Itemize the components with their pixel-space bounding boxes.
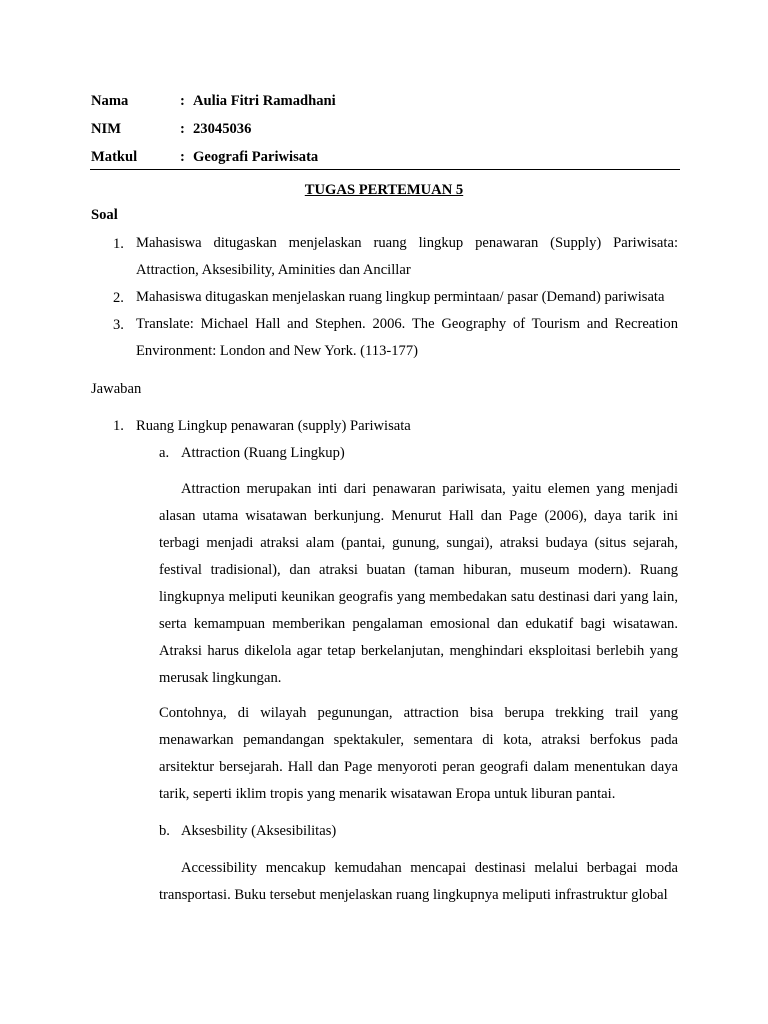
soal-item-2: Mahasiswa ditugaskan menjelaskan ruang lingkup permintaan/ pasar (Demand) pariwisata: [136, 289, 665, 305]
jawaban-heading: Jawaban: [91, 381, 142, 397]
soal-item-number: 2.: [113, 290, 124, 306]
section-title-supply: Ruang Lingkup penawaran (supply) Pariwisata: [136, 418, 411, 434]
header-label: NIM: [91, 121, 121, 137]
paragraph-accessibility-1: Accessibility mencakup kemudahan mencapai destinasi melalui berbagai moda transportasi. Buku tersebut menjelaskan ruang lingkupnya meliputi infrastruktur global: [159, 860, 678, 903]
header-divider: [90, 169, 680, 170]
header-value-nim: 23045036: [193, 121, 252, 137]
header-value-course: Geografi Pariwisata: [193, 149, 319, 165]
soal-item-3: Translate: Michael Hall and Stephen. 2006. The Geography of Tourism and Recreation Environment: London and New York. (113-177): [136, 316, 678, 359]
paragraph-attraction-1: Attraction merupakan inti dari penawaran pariwisata, yaitu elemen yang menjadi alasan utama wisatawan berkunjung. Menurut Hall dan Page (2006), daya tarik ini terbagi menjadi atraksi alam (pantai, gunung, sungai), atraksi budaya (situs sejarah, festival tradisional), dan atraksi buatan (taman hiburan, museum modern). Ruang lingkupnya meliputi keunikan geografis yang membedakan satu destinasi dari yang lain, serta kemampuan memberikan pengalaman emosional dan edukatif bagi wisatawan. Atraksi harus dikelola agar tetap berkelanjutan, menghindari eksploitasi berlebih yang merusak lingkungan.: [159, 481, 678, 686]
soal-item-number: 3.: [113, 317, 124, 333]
subsection-title-accessibility: Aksesbility (Aksesibilitas): [181, 823, 337, 839]
header-colon: :: [180, 149, 185, 165]
header-label: Matkul: [91, 149, 138, 165]
subsection-title-attraction: Attraction (Ruang Lingkup): [181, 445, 345, 461]
header-label: Nama: [91, 93, 129, 109]
section-number: 1.: [113, 418, 124, 434]
subsection-letter: b.: [159, 823, 170, 839]
soal-heading: Soal: [91, 207, 118, 223]
header-colon: :: [180, 121, 185, 137]
header-value-name: Aulia Fitri Ramadhani: [193, 93, 336, 109]
document-title: TUGAS PERTEMUAN 5: [304, 182, 464, 198]
soal-item-number: 1.: [113, 236, 124, 252]
header-colon: :: [180, 93, 185, 109]
paragraph-attraction-2: Contohnya, di wilayah pegunungan, attraction bisa berupa trekking trail yang menawarkan pemandangan spektakuler, sementara di kota, atraksi berfokus pada arsitektur bersejarah. Hall dan Page menyoroti peran geografi dalam menentukan daya tarik, seperti iklim tropis yang menarik wisatawan Eropa untuk liburan pantai.: [159, 705, 678, 802]
soal-item-1: Mahasiswa ditugaskan menjelaskan ruang lingkup penawaran (Supply) Pariwisata: Attraction, Aksesibility, Aminities dan Ancillar: [136, 235, 678, 278]
subsection-letter: a.: [159, 445, 170, 461]
